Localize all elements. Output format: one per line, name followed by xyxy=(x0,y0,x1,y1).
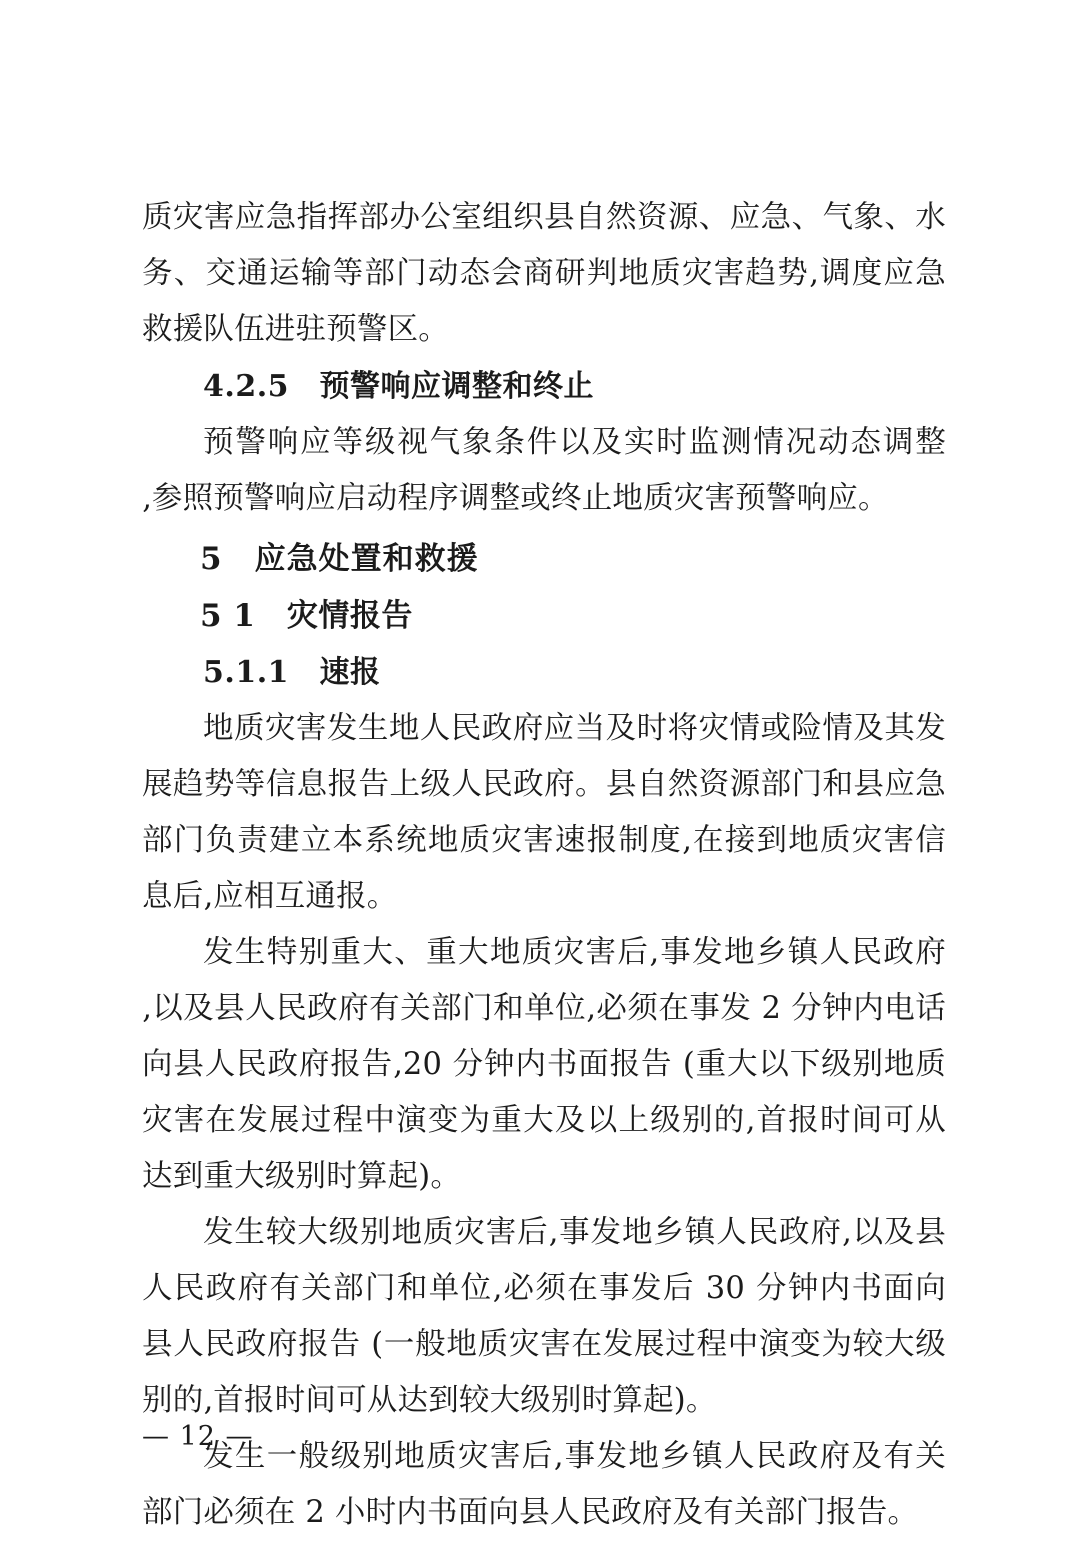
page-number: — 12 — xyxy=(142,1421,254,1452)
heading-4-2-5: 4.2.5 预警响应调整和终止 xyxy=(203,369,595,404)
paragraph-general-disaster: 发生一般级别地质灾害后‚事发地乡镇人民政府及有关部门必须在 2 小时内书面向县人民政府及有关部门报告。 xyxy=(142,1439,946,1530)
paragraph-report-duty: 地质灾害发生地人民政府应当及时将灾情或险情及其发展趋势等信息报告上级人民政府。县自然资源部门和县应急部门负责建立本系统地质灾害速报制度‚在接到地质灾害信息后‚应相互通报。 xyxy=(142,711,946,914)
heading-5: 5 应急处置和救援 xyxy=(200,541,479,577)
heading-5-1-1: 5.1.1 速报 xyxy=(203,655,381,690)
heading-5-1: 5 1 灾情报告 xyxy=(200,598,413,634)
paragraph-large-disaster: 发生较大级别地质灾害后‚事发地乡镇人民政府‚以及县人民政府有关部门和单位‚必须在事发后 30 分钟内书面向县人民政府报告 (一般地质灾害在发展过程中演变为较大级别的‚首报时间可从达到较大级别时算起)。 xyxy=(142,1215,946,1418)
paragraph-continued-top: 质灾害应急指挥部办公室组织县自然资源、应急、气象、水务、交通运输等部门动态会商研判地质灾害趋势‚调度应急救援队伍进驻预警区。 xyxy=(142,200,946,347)
paragraph-major-disaster: 发生特别重大、重大地质灾害后‚事发地乡镇人民政府‚以及县人民政府有关部门和单位‚必须在事发 2 分钟内电话向县人民政府报告‚20 分钟内书面报告 (重大以下级别地质灾害在发展过程中演变为重大及以上级别的‚首报时间可从达到重大级别时算起)。 xyxy=(142,935,946,1194)
paragraph-warning-adjust: 预警响应等级视气象条件以及实时监测情况动态调整‚参照预警响应启动程序调整或终止地质灾害预警响应。 xyxy=(142,425,946,516)
